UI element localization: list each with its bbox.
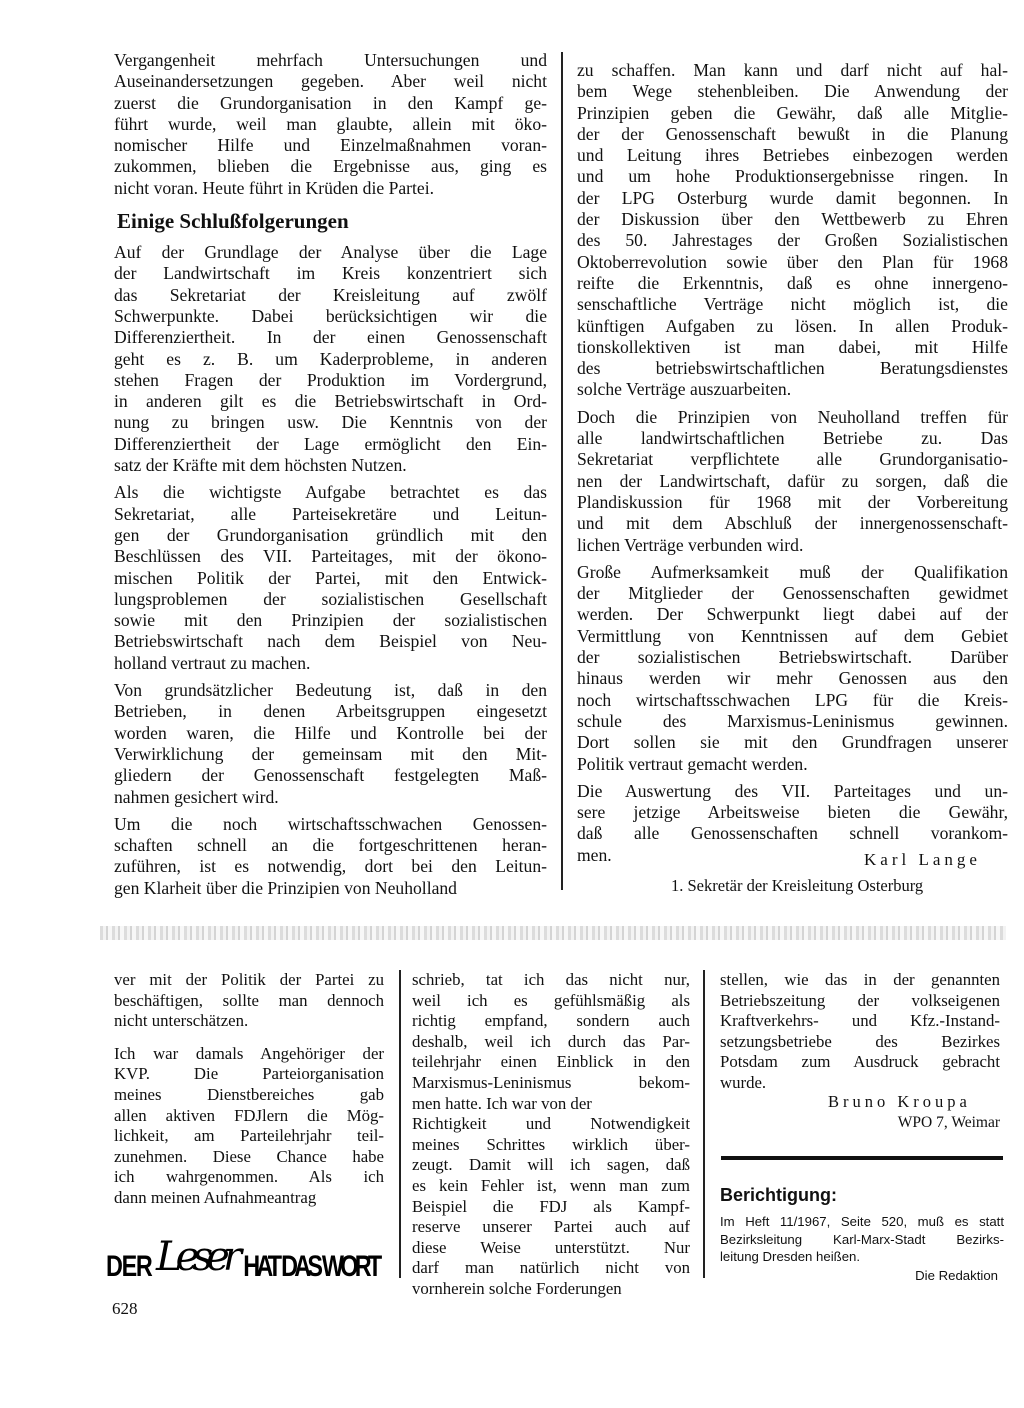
text-line: solche Verträge auszuarbeiten.: [577, 379, 792, 400]
text-line: gen der Grundorganisation gründlich mit den: [114, 524, 547, 545]
text-line: Bezirksleitung Karl-Marx-Stadt Bezirks-: [720, 1231, 1004, 1247]
text-line: schaften schnell an die fortgeschrittenen heran-: [114, 835, 547, 856]
text-line: Marxismus-Leninismus bekom-: [412, 1072, 690, 1092]
text-line: weil ich es gefühlsmäßig als: [412, 990, 690, 1010]
text-line: Beispiel die FDJ als Kampf-: [412, 1196, 690, 1216]
letter-column-2: [412, 970, 690, 1312]
paragraph: [114, 814, 547, 899]
text-line: schrieb, tat ich das nicht nur,: [412, 970, 690, 989]
text-line: der Mitglieder der Genossenschaften gewidmet: [577, 583, 1008, 604]
text-line: hinaus werden wir mehr Genossen aus den: [577, 668, 1008, 689]
text-line: beschäftigen, sollte man dennoch: [114, 990, 384, 1010]
text-line: Schwerpunkte. Dabei berücksichtigen wir die: [114, 305, 547, 326]
text-line: nomischer Hilfe und Einzelmaßnahmen voran-: [114, 135, 547, 156]
text-line: men hatte. Ich war von der: [412, 1093, 592, 1113]
text-line: Auseinandersetzungen gegeben. Aber weil nicht: [114, 71, 547, 92]
paragraph: [577, 562, 1008, 775]
text-line: führt wurde, weil man glaubte, allein mit öko-: [114, 113, 547, 134]
text-line: vornherein solche Forderungen: [412, 1278, 622, 1298]
text-line: Sekretariat verpflichtete alle Grundorganisatio-: [577, 449, 1008, 470]
text-line: Plandiskussion für 1968 mit der Vorbereitung: [577, 491, 1008, 512]
text-line: Sekretariat, alle Parteisekretäre und Leitun-: [114, 503, 547, 524]
text-line: noch wirtschaftsschwachen LPG für die Kreis-: [577, 689, 1008, 710]
text-line: mischen Politik der Partei, mit den Entwick-: [114, 567, 547, 588]
text-line: KVP. Die Parteiorganisation: [114, 1064, 384, 1084]
text-line: lichkeit, am Parteilehrjahr teil-: [114, 1126, 384, 1146]
text-line: Betrieben, in denen Arbeitsgruppen eingesetzt: [114, 701, 547, 722]
author-role: WPO 7, Weimar: [897, 1114, 1000, 1131]
text-line: allen aktiven FDJlern die Mög-: [114, 1105, 384, 1125]
text-line: Vermittlung von Kenntnissen auf dem Gebiet: [577, 625, 1008, 646]
text-line: Ich war damals Angehöriger der: [114, 1043, 384, 1063]
text-line: Doch die Prinzipien von Neuholland treffen für: [577, 406, 1008, 427]
text-line: der sozialistischen Betriebswirtschaft. Darüber: [577, 647, 1008, 668]
text-line: ver mit der Politik der Partei zu: [114, 970, 384, 989]
text-line: Große Aufmerksamkeit muß der Qualifikation: [577, 561, 1008, 582]
text-line: bem Wege stehenbleiben. Die Anwendung der: [577, 81, 1008, 102]
text-line: Als die wichtigste Aufgabe betrachtet es das: [114, 482, 547, 503]
upper-left-column: [114, 50, 547, 905]
intro-paragraph: [114, 50, 547, 199]
text-line: leitung Dresden heißen.: [720, 1249, 861, 1264]
text-line: sowie mit den Prinzipien der sozialistischen: [114, 610, 547, 631]
text-line: Differenziertheit. In der einen Genossenschaft: [114, 327, 547, 348]
paragraph: [114, 680, 547, 808]
text-line: gliedern der Genossenschaft festgelegten Maß-: [114, 765, 547, 786]
text-line: Differenziertheit der Lage ermöglicht den Ein-: [114, 433, 547, 454]
correction-title: Berichtigung:: [720, 1185, 837, 1205]
text-line: meines Dienstbereiches gab: [114, 1084, 384, 1104]
divider-bar: [721, 1156, 1003, 1160]
text-line: Betriebszeitung der volkseigenen: [720, 990, 1000, 1010]
text-line: Kraftverkehrs- und Kfz.-Instand-: [720, 1011, 1000, 1031]
text-line: alle landwirtschaftlichen Betriebe zu. Das: [577, 428, 1008, 449]
text-line: und Leitung ihres Betriebes einbezogen werden: [577, 145, 1008, 166]
text-line: richtig empfand, sondern auch: [412, 1011, 690, 1031]
author-name: Karl Lange: [864, 850, 981, 869]
text-line: und um hohe Produktionsergebnisse ringen. In: [577, 166, 1008, 187]
author-role: 1. Sekretär der Kreisleitung Osterburg: [671, 876, 924, 895]
text-line: Von grundsätzlicher Bedeutung ist, daß in den: [114, 680, 547, 701]
text-line: meines Schrittes wirklich über-: [412, 1134, 690, 1154]
text-line: der der Genossenschaft bewußt in die Planung: [577, 123, 1008, 144]
logo-hat-das-wort: HAT DAS WORT: [243, 1249, 382, 1283]
text-line: holland vertraut zu machen.: [114, 652, 311, 673]
text-line: des betriebswirtschaftlichen Beratungsdienstes: [577, 358, 1008, 379]
section-heading: Einige Schlußfolgerungen: [117, 209, 349, 234]
text-line: des 50. Jahrestages der Großen Sozialistischen: [577, 230, 1008, 251]
text-line: künftigen Aufgaben zu lösen. In allen Produk-: [577, 315, 1008, 336]
text-line: Um die noch wirtschaftsschwachen Genossen-: [114, 813, 547, 834]
text-line: der Landwirtschaft im Kreis konzentriert sich: [114, 263, 547, 284]
text-line: ich wahrgenommen. Als ich: [114, 1167, 384, 1187]
page-number: 628: [112, 1299, 138, 1318]
text-line: zunehmen. Diese Chance habe: [114, 1146, 384, 1166]
text-line: zukommen, blieben die Ergebnisse aus, ging es: [114, 156, 547, 177]
text-line: zu schaffen. Man kann und darf nicht auf hal-: [577, 60, 1008, 80]
paragraph: [412, 970, 690, 1300]
column-divider: [399, 970, 401, 1278]
logo-der: DER: [106, 1249, 153, 1283]
text-line: men.: [577, 844, 612, 865]
text-line: dann meinen Aufnahmeantrag: [114, 1187, 317, 1207]
text-line: werden. Der Schwerpunkt liegt dabei auf der: [577, 604, 1008, 625]
text-line: lungsproblemen der sozialistischen Gesellschaft: [114, 588, 547, 609]
paragraph: [720, 970, 1000, 1094]
text-line: nicht voran. Heute führt in Krüden die Partei.: [114, 177, 435, 198]
page-separator: [100, 926, 1006, 940]
text-line: zuerst die Grundorganisation in den Kampf ge-: [114, 92, 547, 113]
text-line: es kein Fehler ist, wenn man zum: [412, 1175, 690, 1195]
text-line: reserve unserer Partei auch auf: [412, 1217, 690, 1237]
text-line: der Diskussion über den Wettbewerb zu Ehren: [577, 209, 1008, 230]
text-line: Vergangenheit mehrfach Untersuchungen und: [114, 50, 547, 70]
text-line: Prinzipien geben die Gewähr, daß alle Mitglie-: [577, 102, 1008, 123]
text-line: zeugt. Damit will ich sagen, daß: [412, 1155, 690, 1175]
text-line: setzungsbetriebe des Bezirkes: [720, 1031, 1000, 1051]
text-line: Richtigkeit und Notwendigkeit: [412, 1114, 690, 1134]
letter-column-3: [720, 970, 1000, 1106]
text-line: wurde.: [720, 1072, 767, 1092]
text-line: nung zu bringen usw. Die Kenntnis von der: [114, 412, 547, 433]
text-line: nicht unterschätzen.: [114, 1011, 249, 1031]
text-line: und mit dem Abschluß der innergenossenschaft-: [577, 513, 1008, 534]
text-line: lichen Verträge verbunden wird.: [577, 534, 804, 555]
text-line: darf man natürlich nicht von: [412, 1258, 690, 1278]
text-line: Betriebswirtschaft nach dem Beispiel von Neu-: [114, 631, 547, 652]
text-line: stehen Fragen der Produktion im Vordergrund,: [114, 369, 547, 390]
logo-leser-script: Leser: [156, 1236, 242, 1280]
der-leser-hat-das-wort-logo: [106, 1236, 382, 1284]
text-line: schule des Marxismus-Leninismus gewinnen.: [577, 710, 1008, 731]
text-line: teilehrjahr einen Einblick in den: [412, 1052, 690, 1072]
text-line: Oktoberrevolution sowie über den Plan für 1968: [577, 251, 1008, 272]
correction-text: [720, 1213, 1004, 1266]
paragraph: [114, 970, 384, 1032]
author-name: Bruno Kroupa: [828, 1092, 971, 1111]
text-line: Die Auswertung des VII. Parteitages und un-: [577, 780, 1008, 801]
upper-right-column: [577, 60, 1008, 872]
text-line: reifte die Erkenntnis, daß es ohne innergeno-: [577, 272, 1008, 293]
text-line: Beschlüssen des VII. Parteitages, mit der ökono-: [114, 546, 547, 567]
paragraph: [114, 1044, 384, 1209]
text-line: Auf der Grundlage der Analyse über die Lage: [114, 242, 547, 263]
paragraph: [577, 60, 1008, 401]
text-line: worden waren, die Hilfe und Kontrolle bei der: [114, 722, 547, 743]
text-line: gen Klarheit über die Prinzipien von Neuholland: [114, 877, 457, 898]
text-line: in anderen gilt es die Betriebswirtschaft in Ord-: [114, 391, 547, 412]
text-line: geht es z. B. um Kaderprobleme, in anderen: [114, 348, 547, 369]
text-line: diese Weise unterstützt. Nur: [412, 1237, 690, 1257]
text-line: nen der Landwirtschaft, dafür zu sorgen, daß die: [577, 470, 1008, 491]
paragraph: [114, 482, 547, 674]
text-line: Im Heft 11/1967, Seite 520, muß es statt: [720, 1214, 1004, 1229]
text-line: Politik vertraut gemacht werden.: [577, 753, 808, 774]
text-line: Dort sollen sie mit den Grundfragen unserer: [577, 732, 1008, 753]
letter-column-1: [114, 970, 384, 1221]
text-line: das Sekretariat der Kreisleitung auf zwölf: [114, 284, 547, 305]
text-line: nahmen gesichert wird.: [114, 786, 279, 807]
column-divider: [561, 52, 563, 890]
text-line: deshalb, weil ich durch das Par-: [412, 1031, 690, 1051]
text-line: zuführen, ist es notwendig, dort bei den Leitun-: [114, 856, 547, 877]
text-line: senschaftliche Verträge nicht möglich ist, die: [577, 294, 1008, 315]
paragraph: [114, 242, 547, 476]
text-line: daß alle Genossenschaften schnell vorankom-: [577, 823, 1008, 844]
correction-signature: Die Redaktion: [915, 1268, 998, 1283]
text-line: Verwirklichung der gemeinsam mit den Mit-: [114, 743, 547, 764]
text-line: Potsdam zum Ausdruck gebracht: [720, 1052, 1000, 1072]
column-divider: [703, 970, 705, 1278]
text-line: der LPG Osterburg wurde damit begonnen. In: [577, 187, 1008, 208]
paragraph: [577, 407, 1008, 556]
text-line: stellen, wie das in der genannten: [720, 970, 1000, 989]
text-line: satz der Kräfte mit dem höchsten Nutzen.: [114, 455, 407, 476]
text-line: sere jetzige Arbeitsweise bieten die Gewähr,: [577, 802, 1008, 823]
text-line: tionskollektiven ist man dabei, mit Hilfe: [577, 336, 1008, 357]
